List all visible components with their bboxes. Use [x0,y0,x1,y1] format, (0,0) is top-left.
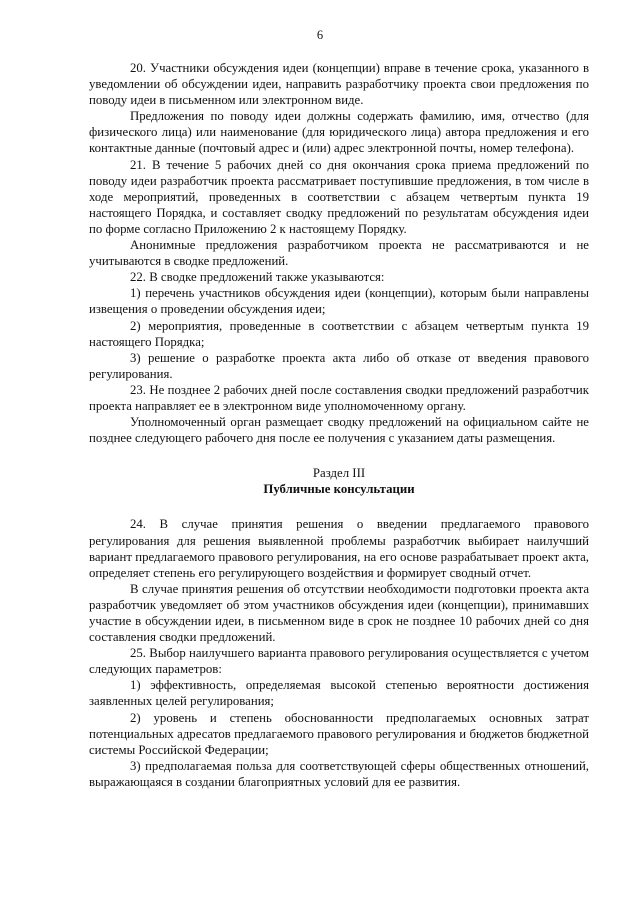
paragraph-20: 20. Участники обсуждения идеи (концепции) вправе в течение срока, указанного в уведомлении об обсуждении идеи, направить разработчику проекта свои предложения по поводу идеи в письменном или электронном виде. [89,61,589,108]
paragraph-anonymous-proposals: Анонимные предложения разработчиком проекта не рассматриваются и не учитываются в сводке предложений. [89,238,589,269]
paragraph-21: 21. В течение 5 рабочих дней со дня окончания срока приема предложений по поводу идеи разработчик проекта рассматривает поступившие предложения, в том числе в ходе мероприятий, проведенных в соответствии с абзацем четвертым пункта 19 настоящего Порядка, и составляет сводку предложений по результатам обсуждения идеи по форме согласно Приложению 2 к настоящему Порядку. [89,157,589,236]
paragraph-22-item-2: 2) мероприятия, проведенные в соответствии с абзацем четвертым пункта 19 настоящего Порядка; [89,318,589,349]
paragraph-22-item-3: 3) решение о разработке проекта акта либо об отказе от введения правового регулирования. [89,350,589,381]
page-number: 6 [316,28,324,42]
paragraph-23: 23. Не позднее 2 рабочих дней после составления сводки предложений разработчик проекта направляет ее в электронном виде уполномоченному органу. [89,382,589,413]
paragraph-25-item-3: 3) предполагаемая польза для соответствующей сферы общественных отношений, выражающаяся в создании благоприятных условий для ее развития. [89,758,589,789]
paragraph-25: 25. Выбор наилучшего варианта правового регулирования осуществляется с учетом следующих параметров: [89,646,589,677]
paragraph-no-draft-needed: В случае принятия решения об отсутствии необходимости подготовки проекта акта разработчик уведомляет об этом участников обсуждения идеи (концепции), принимавших участие в обсуждении идеи, в письменном виде в срок не позднее 10 рабочих дней со дня составления сводки предложений. [89,581,589,645]
paragraph-authorized-body: Уполномоченный орган размещает сводку предложений на официальном сайте не позднее следующего рабочего дня после ее получения с указанием даты размещения. [89,415,589,446]
document-body [89,60,589,790]
paragraph-22-item-1: 1) перечень участников обсуждения идеи (концепции), которым были направлены извещения о проведении обсуждения идеи; [89,286,589,317]
paragraph-25-item-1: 1) эффективность, определяемая высокой степенью вероятности достижения заявленных целей регулирования; [89,678,589,709]
section-number: Раздел III [312,466,366,481]
paragraph-proposal-content: Предложения по поводу идеи должны содержать фамилию, имя, отчество (для физического лица) или наименование (для юридического лица) автора предложения и его контактные данные (почтовый адрес и (или) адрес электронной почты, номер телефона). [89,109,589,156]
section-title: Публичные консультации [263,482,415,497]
paragraph-22: 22. В сводке предложений также указываются: [130,270,385,285]
paragraph-25-item-2: 2) уровень и степень обоснованности предполагаемых основных затрат потенциальных адресатов предлагаемого правового регулирования и бюджетов бюджетной системы Российской Федерации; [89,710,589,757]
paragraph-24: 24. В случае принятия решения о введении предлагаемого правового регулирования для решения выявленной проблемы разработчик выбирает наилучший вариант предлагаемого правового регулирования, на его основе разрабатывает проект акта, определяет степень его регулирующего воздействия и формирует сводный отчет. [89,517,589,580]
